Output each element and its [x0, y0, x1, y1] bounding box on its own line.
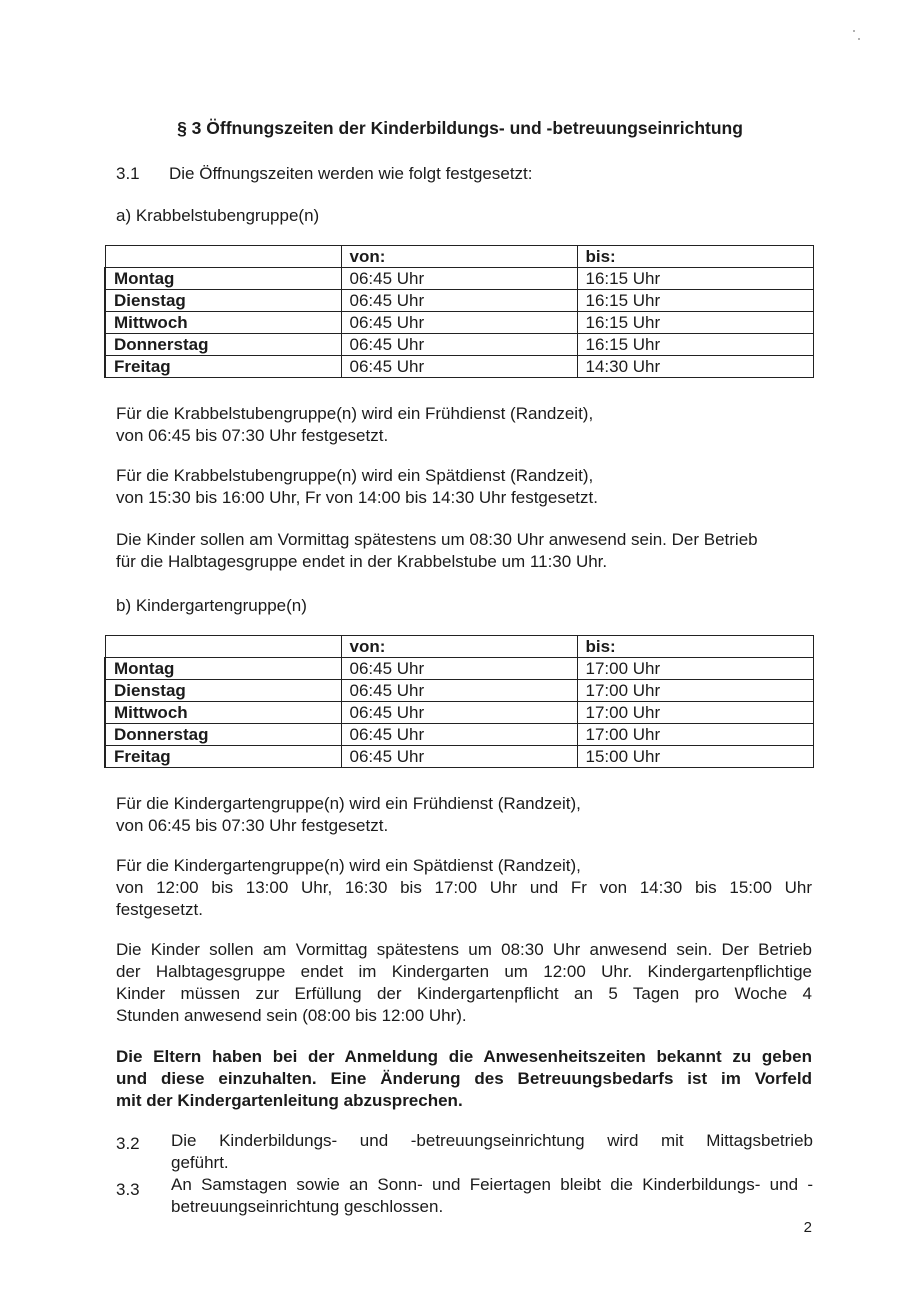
from-cell: 06:45 Uhr — [341, 658, 577, 680]
to-cell: 16:15 Uhr — [577, 268, 813, 290]
table-row — [105, 680, 813, 702]
text-line: Für die Krabbelstubengruppe(n) wird ein Frühdienst (Randzeit), — [116, 404, 594, 423]
table-header-cell — [105, 246, 341, 268]
section-a-late-service — [116, 465, 812, 509]
from-cell: 06:45 Uhr — [341, 334, 577, 356]
text-line: festgesetzt. — [116, 900, 203, 919]
from-cell: 06:45 Uhr — [341, 702, 577, 724]
from-cell: 06:45 Uhr — [341, 312, 577, 334]
table-row — [105, 334, 813, 356]
text-line: betreuungseinrichtung geschlossen. — [171, 1197, 444, 1216]
table-row — [105, 290, 813, 312]
table-row — [105, 356, 813, 378]
text-line: von 15:30 bis 16:00 Uhr, Fr von 14:00 bis 14:30 Uhr festgesetzt. — [116, 488, 598, 507]
section-b-label: b) Kindergartengruppe(n) — [116, 596, 307, 615]
to-cell: 14:30 Uhr — [577, 356, 813, 378]
text-line: von 06:45 bis 07:30 Uhr festgesetzt. — [116, 816, 389, 835]
table-header-row — [105, 246, 813, 268]
text-line: von 06:45 bis 07:30 Uhr festgesetzt. — [116, 426, 389, 445]
section-b-late-service — [116, 855, 812, 921]
item-3-2-number: 3.2 — [116, 1134, 140, 1153]
table-header-cell — [105, 636, 341, 658]
text-line: mit der Kindergartenleitung abzusprechen. — [116, 1091, 463, 1110]
from-cell: 06:45 Uhr — [341, 356, 577, 378]
day-cell: Donnerstag — [105, 724, 341, 746]
table-row — [105, 658, 813, 680]
text-line: Für die Kindergartengruppe(n) wird ein Spätdienst (Randzeit), — [116, 856, 581, 875]
section-b-note — [116, 939, 812, 1027]
from-cell: 06:45 Uhr — [341, 268, 577, 290]
item-3-3-text — [171, 1174, 813, 1218]
text-line: Für die Kindergartengruppe(n) wird ein Frühdienst (Randzeit), — [116, 794, 581, 813]
from-cell: 06:45 Uhr — [341, 680, 577, 702]
table-row — [105, 312, 813, 334]
to-cell: 16:15 Uhr — [577, 334, 813, 356]
day-cell: Donnerstag — [105, 334, 341, 356]
table-row — [105, 268, 813, 290]
kindergarten-hours-table — [104, 635, 814, 768]
parents-notice — [116, 1046, 812, 1112]
text-line: für die Halbtagesgruppe endet in der Krabbelstube um 11:30 Uhr. — [116, 552, 608, 571]
day-cell: Dienstag — [105, 680, 341, 702]
day-cell: Mittwoch — [105, 702, 341, 724]
text-line: Die Kinderbildungs- und -betreuungseinrichtung wird mit Mittagsbetrieb — [171, 1131, 813, 1150]
to-cell: 16:15 Uhr — [577, 312, 813, 334]
scan-speck — [858, 38, 860, 40]
day-cell: Freitag — [105, 356, 341, 378]
section-heading: § 3 Öffnungszeiten der Kinderbildungs- und -betreuungseinrichtung — [177, 118, 743, 138]
from-cell: 06:45 Uhr — [341, 290, 577, 312]
to-cell: 17:00 Uhr — [577, 702, 813, 724]
text-line: und diese einzuhalten. Eine Änderung des Betreuungsbedarfs ist im Vorfeld — [116, 1069, 812, 1088]
item-3-3-number: 3.3 — [116, 1180, 140, 1199]
scan-speck — [853, 30, 855, 32]
text-line: Kinder müssen zur Erfüllung der Kindergartenpflicht an 5 Tagen pro Woche 4 — [116, 984, 812, 1003]
day-cell: Freitag — [105, 746, 341, 768]
intro-line — [116, 164, 533, 184]
to-cell: 17:00 Uhr — [577, 724, 813, 746]
to-cell: 15:00 Uhr — [577, 746, 813, 768]
day-cell: Montag — [105, 268, 341, 290]
section-a-label: a) Krabbelstubengruppe(n) — [116, 206, 320, 225]
text-line: Die Kinder sollen am Vormittag spätestens um 08:30 Uhr anwesend sein. Der Betrieb — [116, 530, 758, 549]
text-line: geführt. — [171, 1153, 229, 1172]
table-row — [105, 702, 813, 724]
day-cell: Mittwoch — [105, 312, 341, 334]
table-header-cell: von: — [341, 636, 577, 658]
page-number: 2 — [803, 1219, 812, 1236]
text-line: Stunden anwesend sein (08:00 bis 12:00 Uhr). — [116, 1006, 467, 1025]
intro-number: 3.1 — [116, 164, 140, 183]
section-a-note — [116, 529, 812, 573]
text-line: der Halbtagesgruppe endet im Kindergarten um 12:00 Uhr. Kindergartenpflichtige — [116, 962, 812, 981]
text-line: Die Kinder sollen am Vormittag spätestens um 08:30 Uhr anwesend sein. Der Betrieb — [116, 940, 812, 959]
from-cell: 06:45 Uhr — [341, 724, 577, 746]
table-header-row — [105, 636, 813, 658]
table-row — [105, 746, 813, 768]
day-cell: Montag — [105, 658, 341, 680]
section-b-early-service — [116, 793, 812, 837]
text-line: Für die Krabbelstubengruppe(n) wird ein Spätdienst (Randzeit), — [116, 466, 594, 485]
krabbelstube-hours-table — [104, 245, 814, 378]
table-header-cell: von: — [341, 246, 577, 268]
to-cell: 16:15 Uhr — [577, 290, 813, 312]
from-cell: 06:45 Uhr — [341, 746, 577, 768]
item-3-2-text — [171, 1130, 813, 1174]
table-row — [105, 724, 813, 746]
table-header-cell: bis: — [577, 636, 813, 658]
table-header-cell: bis: — [577, 246, 813, 268]
text-line: Die Eltern haben bei der Anmeldung die Anwesenheitszeiten bekannt zu geben — [116, 1047, 812, 1066]
to-cell: 17:00 Uhr — [577, 680, 813, 702]
intro-text: Die Öffnungszeiten werden wie folgt festgesetzt: — [169, 164, 533, 183]
day-cell: Dienstag — [105, 290, 341, 312]
text-line: An Samstagen sowie an Sonn- und Feiertagen bleibt die Kinderbildungs- und - — [171, 1175, 813, 1194]
section-a-early-service — [116, 403, 812, 447]
text-line: von 12:00 bis 13:00 Uhr, 16:30 bis 17:00 Uhr und Fr von 14:30 bis 15:00 Uhr — [116, 878, 812, 897]
to-cell: 17:00 Uhr — [577, 658, 813, 680]
